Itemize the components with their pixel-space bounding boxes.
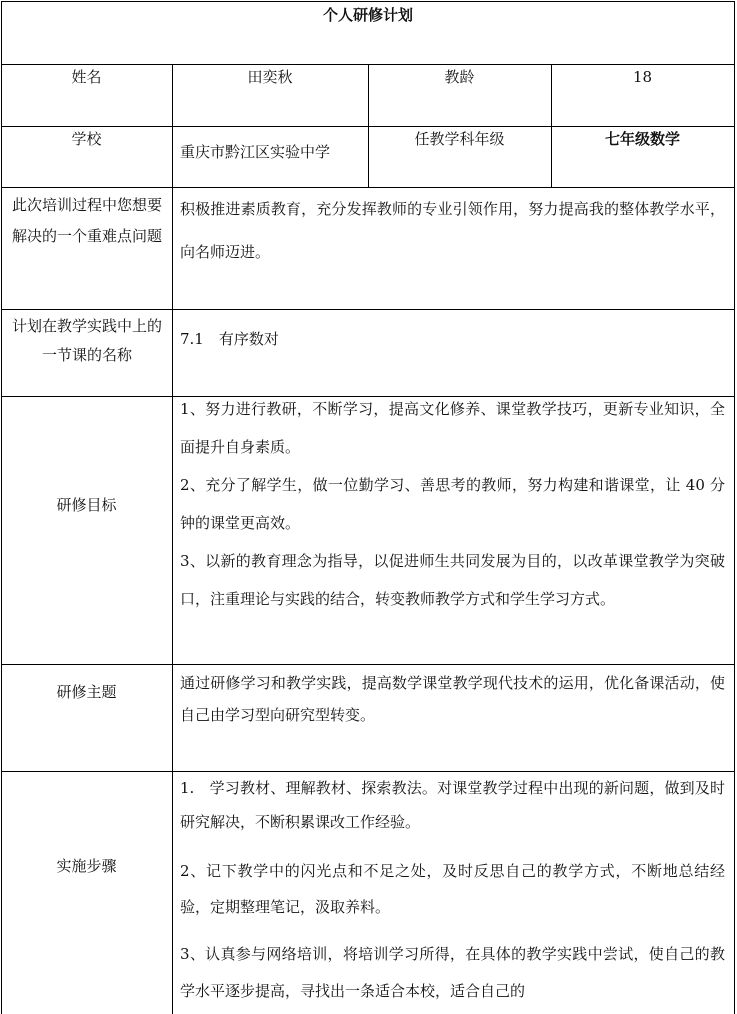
steps-label: 实施步骤 [56, 857, 117, 875]
lesson-content: 7.1 有序数对 [180, 330, 279, 348]
subject-value: 七年级数学 [604, 130, 680, 148]
goal-item: 3、以新的教育理念为指导，以促进师生共同发展为目的，以改革课堂教学为突破口，注重理论与实践的结合，转变教师教学方式和学生学习方式。 [180, 552, 725, 608]
school-label: 学校 [71, 130, 102, 148]
school-value: 重庆市黔江区实验中学 [180, 143, 331, 161]
name-label: 姓名 [71, 68, 102, 86]
step-item: 1. 学习教材、理解教材、探索教法。对课堂教学过程中出现的新问题，做到及时研究解决，不断积累课改工作经验。 [180, 779, 725, 831]
step-item: 2、记下教学中的闪光点和不足之处，及时反思自己的教学方式，不断地总结经验，定期整理笔记，汲取养料。 [180, 862, 725, 916]
teaching-years-value: 18 [632, 68, 653, 86]
lesson-label: 计划在教学实践中上的一节课的名称 [11, 317, 162, 364]
step-item: 3、认真参与网络培训，将培训学习所得，在具体的教学实践中尝试，使自己的教学水平逐步提高，寻找出一条适合本校，适合自己的 [180, 945, 725, 1000]
difficulty-label: 此次培训过程中您想要解决的一个重难点问题 [11, 196, 162, 245]
subject-label: 任教学科年级 [414, 130, 505, 148]
difficulty-content: 积极推进素质教育，充分发挥教师的专业引领作用，努力提高我的整体教学水平，向名师迈进。 [180, 200, 725, 261]
goal-item: 2、充分了解学生，做一位勤学习、善思考的教师，努力构建和谐课堂，让 40 分钟的课堂更高效。 [180, 476, 725, 532]
goal-item: 1、努力进行教研，不断学习，提高文化修养、课堂教学技巧，更新专业知识，全面提升自身素质。 [180, 400, 725, 456]
theme-content: 通过研修学习和教学实践，提高数学课堂教学现代技术的运用，优化备课活动，使自己由学习型向研究型转变。 [180, 674, 725, 724]
theme-label: 研修主题 [56, 683, 117, 701]
name-value: 田奕秋 [247, 68, 293, 86]
page-title: 个人研修计划 [322, 6, 413, 24]
goals-label: 研修目标 [56, 496, 117, 514]
teaching-years-label: 教龄 [444, 68, 475, 86]
